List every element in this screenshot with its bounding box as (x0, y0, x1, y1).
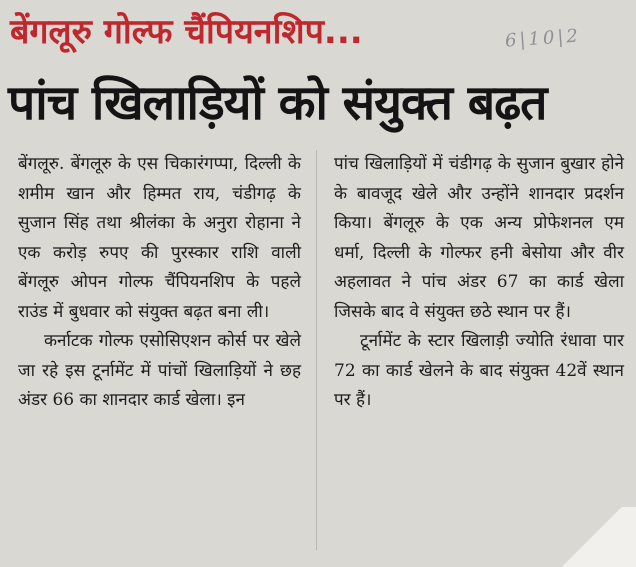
page-fold (546, 507, 636, 567)
column-divider (316, 150, 317, 550)
handwritten-note: 6|10|2 (504, 25, 582, 52)
section-kicker: बेंगलूरु गोल्फ चैंपियनशिप... (10, 12, 363, 52)
paragraph-3: पांच खिलाड़ियों में चंडीगढ़ के सुजान बुखार होने के बावजूद खेले और उन्होंने शानदार प्रदर्शन किया। बेंगलूरु के एक अन्य प्रोफेशनल एम धर्मा, दिल्ली के गोल्फर हनी बेसोया और वीर अहलावत ने पांच अंडर 67 का कार्ड खेला जिसके बाद वे संयुक्त छठे स्थान पर हैं। (334, 154, 624, 322)
right-column (334, 150, 624, 416)
paragraph-2: कर्नाटक गोल्फ एसोसिएशन कोर्स पर खेले जा रहे इस टूर्नामेंट में पांचों खिलाड़ियों ने छह अंडर 66 का शानदार कार्ड खेला। इन (18, 331, 301, 410)
headline: पांच खिलाड़ियों को संयुक्त बढ़त (8, 75, 547, 131)
paragraph-4: टूर्नामेंट के स्टार खिलाड़ी ज्योति रंधावा पार 72 का कार्ड खेलने के बाद संयुक्त 42वें स्थान पर हैं। (334, 331, 624, 410)
left-column (18, 150, 301, 416)
paragraph-1: बेंगलूरु. बेंगलूरु के एस चिकारंगप्पा, दिल्ली के शमीम खान और हिम्मत राय, चंडीगढ़ के सुजान सिंह तथा श्रीलंका के अनुरा रोहाना ने एक करोड़ रुपए की पुरस्कार राशि वाली बेंगलूरु ओपन गोल्फ चैंपियनशिप के पहले राउंड में बुधवार को संयुक्त बढ़त बना ली। (18, 154, 301, 322)
